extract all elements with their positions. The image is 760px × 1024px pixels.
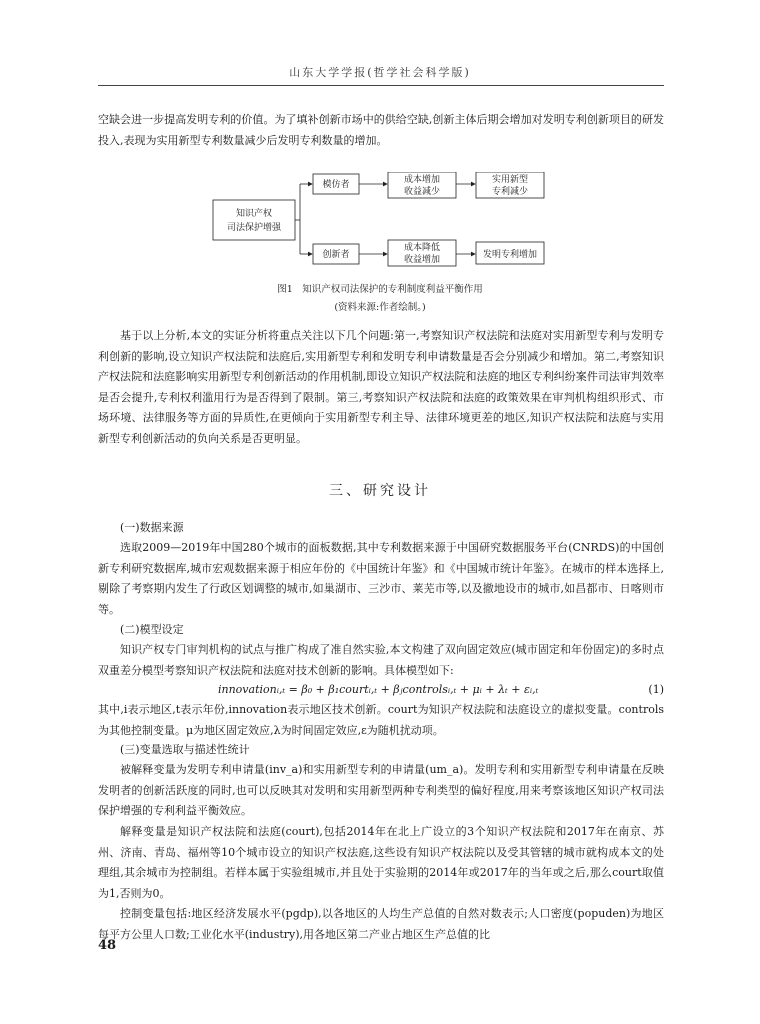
subhead-data-source: (一)数据来源 xyxy=(120,521,184,534)
subhead-model: (二)模型设定 xyxy=(120,623,184,636)
intro-paragraph: 空缺会进一步提高发明专利的价值。为了填补创新市场中的供给空缺,创新主体后期会增加对发明专利创新项目的研发投入,表现为实用新型专利数量减少后发明专利数量的增加。 xyxy=(98,113,664,147)
cost-up-line1: 成本增加 xyxy=(403,175,441,185)
model-paragraph: 知识产权专门审判机构的试点与推广构成了准自然实验,本文构建了双向固定效应(城市固定和年份固定)的多时点双重差分模型考察知识产权法院和法庭对技术创新的影响。具体模型如下: xyxy=(98,643,664,677)
cost-down-line1: 成本降低 xyxy=(403,243,441,253)
figure-source: (资料来源:作者绘制。) xyxy=(334,302,426,313)
cost-up-line2: 收益减少 xyxy=(403,187,441,197)
protection-balance-diagram xyxy=(210,172,550,272)
header-rule xyxy=(98,85,664,86)
model-equation xyxy=(98,680,664,700)
independent-variable-paragraph: 解释变量是知识产权法院和法庭(court),包括2014年在北上广设立的3个知识产权法院和2017年在南京、苏州、济南、青岛、福州等10个城市设立的知识产权法庭,这些设有知识产权法院以及受其管辖的城市就构成本文的处理组,其余城市为控制组。若样本属于实验组城市,并且处于实验期的2014年或2017年的当年或之后,那么court取值为1,否则为0。 xyxy=(98,825,664,900)
section-title: 三、研究设计 xyxy=(329,483,431,499)
equation-number: (1) xyxy=(648,683,664,696)
figure-caption: 图1 知识产权司法保护的专利制度利益平衡作用 xyxy=(277,284,483,295)
utility-line2: 专利减少 xyxy=(491,187,529,197)
root-line1: 知识产权 xyxy=(235,209,273,219)
innovator-label: 创新者 xyxy=(322,250,350,260)
equation-expression: innovationᵢ,ₜ = β₀ + β₁courtᵢ,ₜ + βⱼcontrolsᵢ,ₜ + μᵢ + λₜ + εᵢ,ₜ xyxy=(218,683,539,696)
cost-down-line2: 收益增加 xyxy=(403,255,441,265)
variable-definition-paragraph: 其中,i表示地区,t表示年份,innovation表示地区技术创新。court为知识产权法院和法庭设立的虚拟变量。controls为其他控制变量。μ为地区固定效应,λ为时间固定效应,ε为随机扰动项。 xyxy=(98,703,664,737)
dependent-variable-paragraph: 被解释变量为发明专利申请量(inv_a)和实用新型专利的申请量(um_a)。发明专利和实用新型专利申请量在反映发明者的创新活跃度的同时,也可以反映其对发明和实用新型两种专利类型的偏好程度,用来考察该地区知识产权司法保护增强的专利利益平衡效应。 xyxy=(98,763,664,817)
control-variable-paragraph: 控制变量包括:地区经济发展水平(pgdp),以各地区的人均生产总值的自然对数表示;人口密度(popuden)为地区每平方公里人口数;工业化水平(industry),用各地区第二产业占地区生产总值的比 xyxy=(98,907,664,941)
root-line2: 司法保护增强 xyxy=(226,223,282,233)
invention-label: 发明专利增加 xyxy=(482,250,538,260)
analysis-paragraph: 基于以上分析,本文的实证分析将重点关注以下几个问题:第一,考察知识产权法院和法庭对实用新型专利与发明专利创新的影响,设立知识产权法院和法庭后,实用新型专利和发明专利申请数量是否会分别减少和增加。第二,考察知识产权法院和法庭影响实用新型专利创新活动的作用机制,即设立知识产权法院和法庭的地区专利纠纷案件司法审判效率是否会提升,专利权利滥用行为是否得到了限制。第三,考察知识产权法院和法庭的政策效果在审判机构组织形式、市场环境、法律服务等方面的异质性,在更倾向于实用新型专利主导、法律环境更差的地区,知识产权法院和法庭与实用新型专利创新活动的负向关系是否更明显。 xyxy=(98,329,664,445)
journal-header: 山东大学学报(哲学社会科学版) xyxy=(289,66,471,79)
page-number: 48 xyxy=(98,938,117,953)
data-source-paragraph: 选取2009—2019年中国280个城市的面板数据,其中专利数据来源于中国研究数据服务平台(CNRDS)的中国创新专利研究数据库,城市宏观数据来源于相应年份的《中国统计年鉴》和《中国城市统计年鉴》。在城市的样本选择上,剔除了考察期内发生了行政区划调整的城市,如巢湖市、三沙市、莱芜市等,以及撤地设市的城市,如昌都市、日喀则市等。 xyxy=(98,541,664,616)
subhead-variables: (三)变量选取与描述性统计 xyxy=(120,743,250,756)
imitator-label: 模仿者 xyxy=(322,180,350,190)
utility-line1: 实用新型 xyxy=(491,175,529,185)
root-node xyxy=(213,200,295,240)
